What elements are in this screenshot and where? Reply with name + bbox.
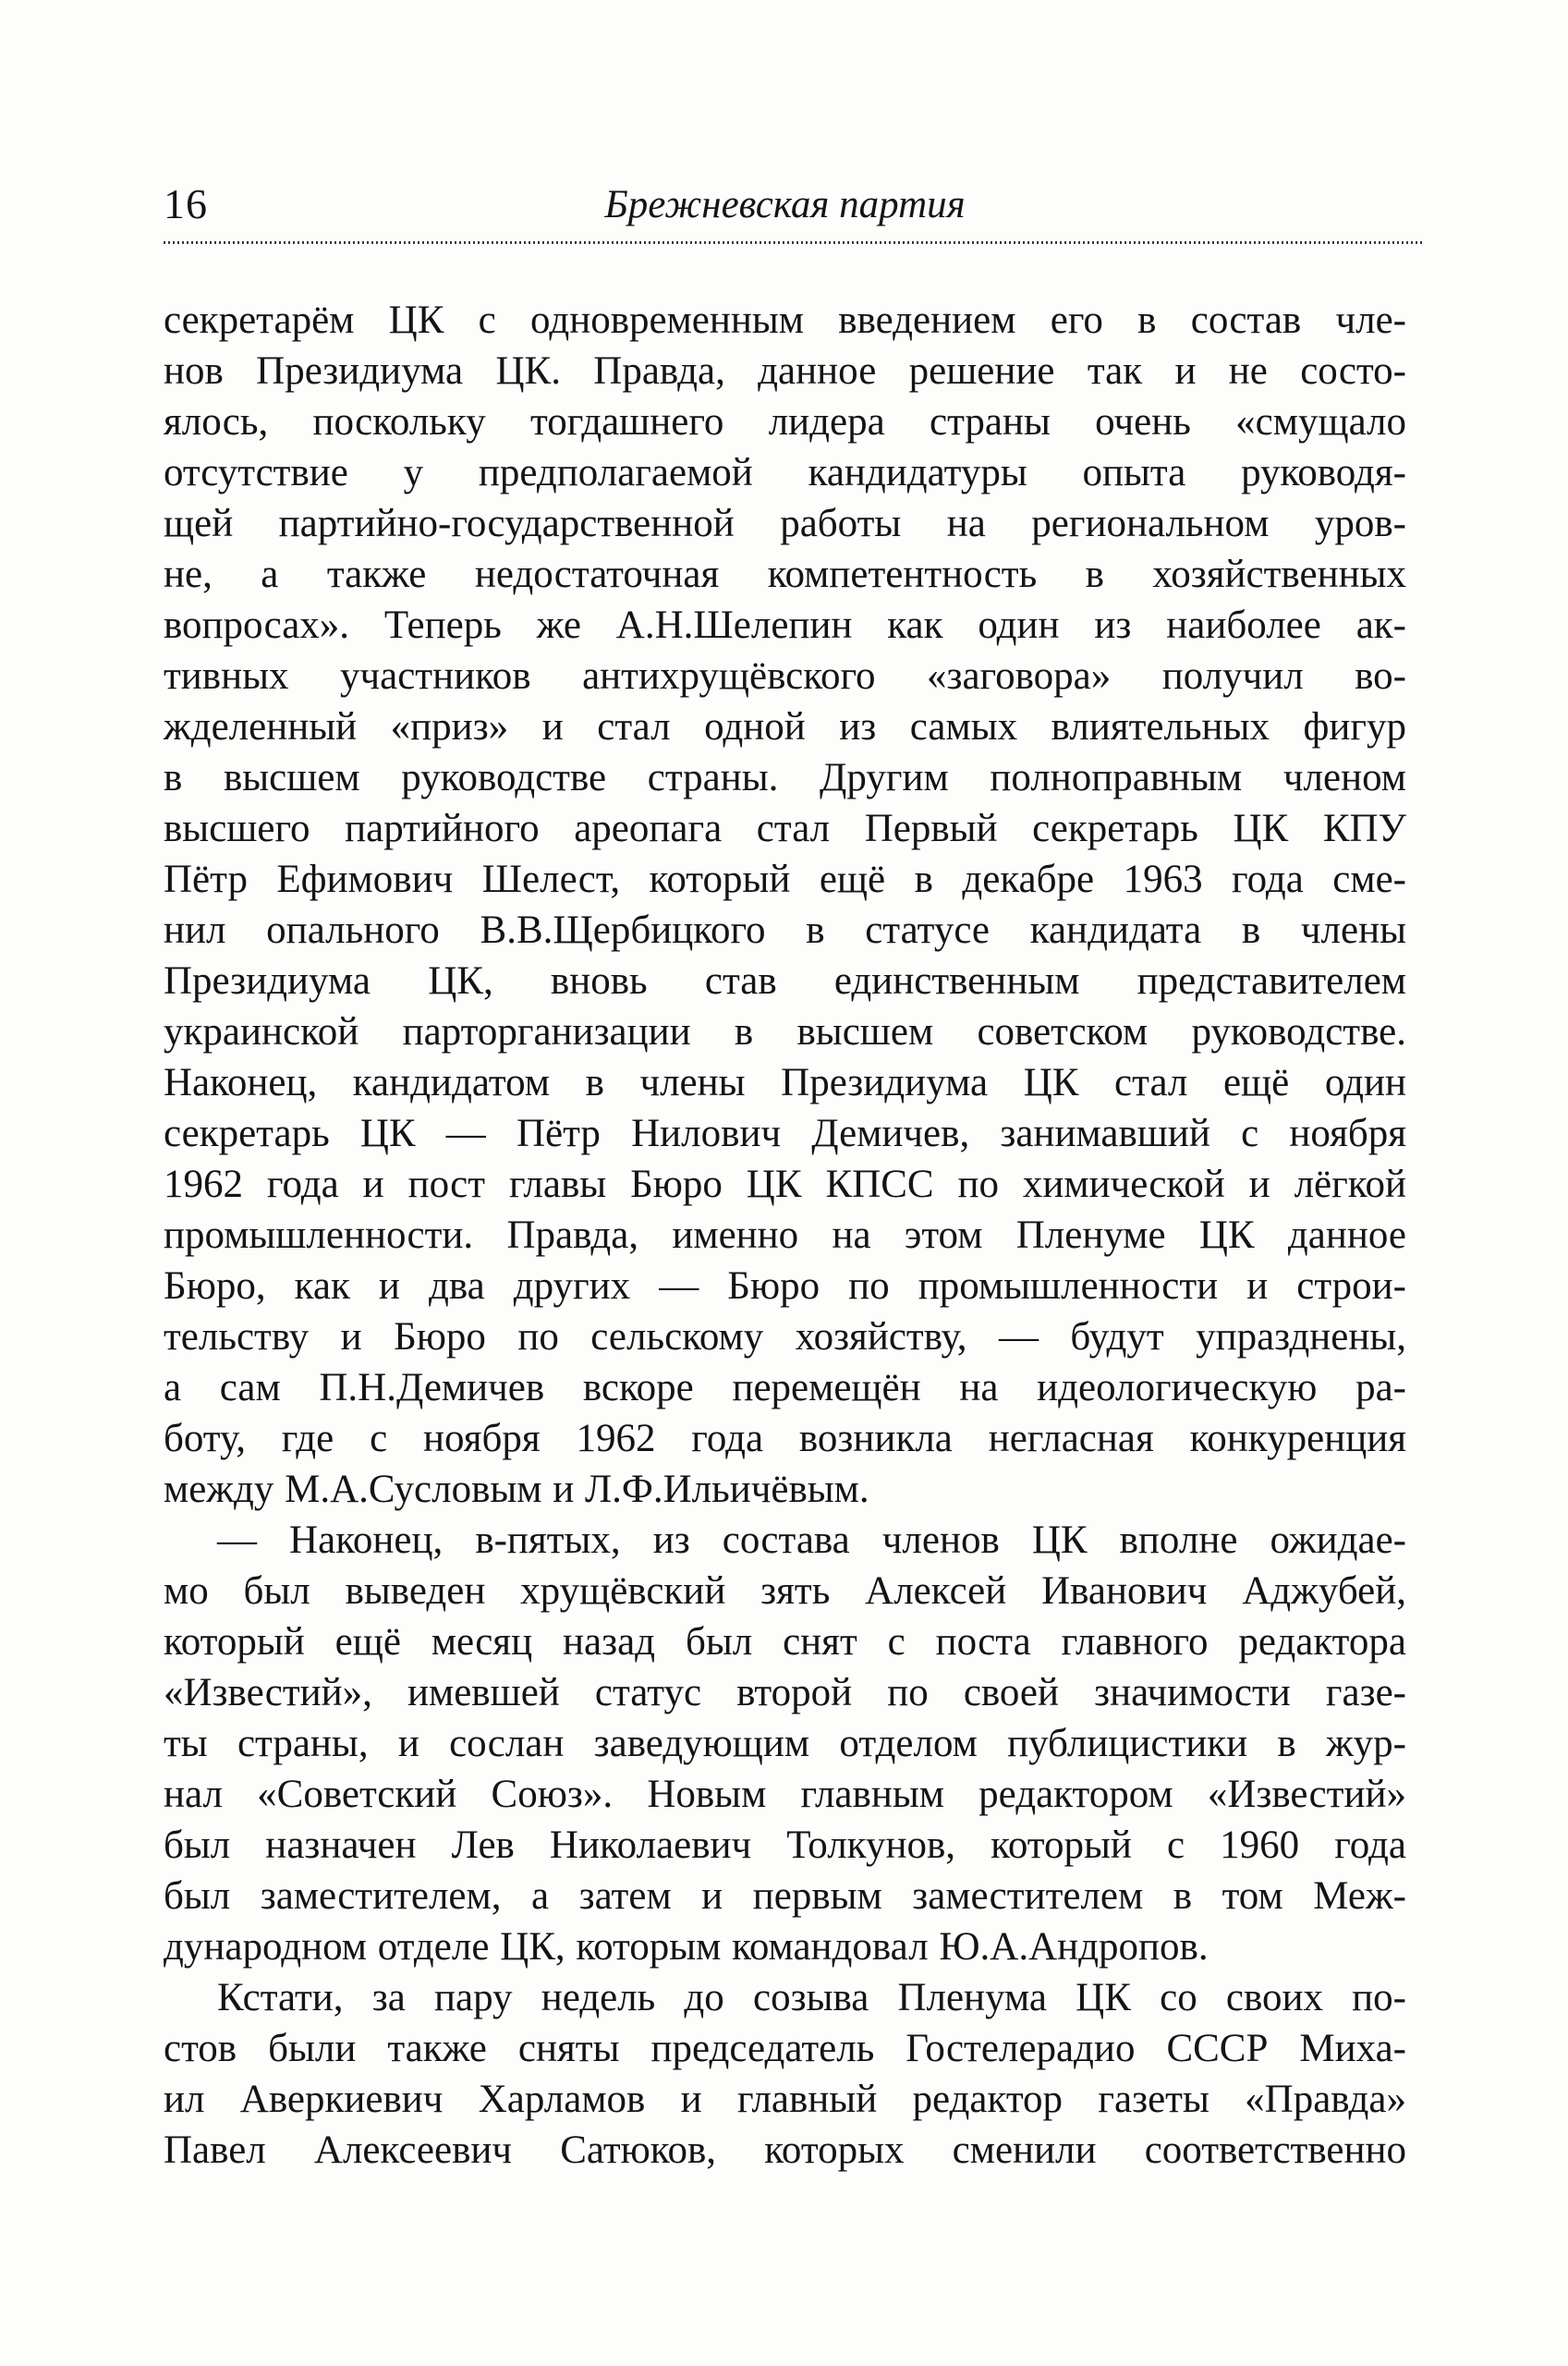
text-line: высшего партийного ареопага стал Первый секретарь ЦК КПУ — [164, 807, 1406, 850]
text-line: Кстати, за пару недель до созыва Пленума ЦК со своих по- — [217, 1976, 1406, 2019]
text-line: Президиума ЦК, вновь став единственным представителем — [164, 959, 1406, 1003]
text-line: нов Президиума ЦК. Правда, данное решение так и не состо- — [164, 349, 1406, 393]
text-line: тивных участников антихрущёвского «заговора» получил во- — [164, 654, 1406, 698]
text-line: ялось, поскольку тогдашнего лидера страны очень «смущало — [164, 400, 1406, 444]
text-line: 1962 года и пост главы Бюро ЦК КПСС по химической и лёгкой — [164, 1163, 1406, 1206]
text-line: не, а также недостаточная компетентность в хозяйственных — [164, 553, 1406, 596]
text-line: а сам П.Н.Демичев вскоре перемещён на идеологическую ра- — [164, 1366, 1406, 1409]
text-line: ты страны, и сослан заведующим отделом публицистики в жур- — [164, 1722, 1406, 1765]
text-line: мо был выведен хрущёвский зять Алексей Иванович Аджубей, — [164, 1569, 1406, 1613]
text-line: стов были также сняты председатель Гостелерадио СССР Миха- — [164, 2027, 1406, 2070]
text-line: между М.А.Сусловым и Л.Ф.Ильичёвым. — [164, 1468, 869, 1511]
text-line: нил опального В.В.Щербицкого в статусе кандидата в члены — [164, 909, 1406, 952]
text-line: Бюро, как и два других — Бюро по промышленности и строи- — [164, 1264, 1406, 1308]
text-line: тельству и Бюро по сельскому хозяйству, — будут упразднены, — [164, 1315, 1406, 1359]
text-line: Павел Алексеевич Сатюков, которых сменили соответственно — [164, 2128, 1406, 2172]
text-line: секретарём ЦК с одновременным введением его в состав чле- — [164, 299, 1406, 342]
page-body — [164, 295, 1406, 2176]
text-line: был назначен Лев Николаевич Толкунов, который с 1960 года — [164, 1823, 1406, 1867]
text-line: Наконец, кандидатом в члены Президиума ЦК стал ещё один — [164, 1061, 1406, 1104]
text-line: отсутствие у предполагаемой кандидатуры опыта руководя- — [164, 451, 1406, 494]
text-line: нал «Советский Союз». Новым главным редактором «Известий» — [164, 1773, 1406, 1816]
text-line: боту, где с ноября 1962 года возникла негласная конкуренция — [164, 1417, 1406, 1460]
text-line: щей партийно-государственной работы на региональном уров- — [164, 502, 1406, 545]
text-line: в высшем руководстве страны. Другим полноправным членом — [164, 756, 1406, 799]
text-line: ил Аверкиевич Харламов и главный редактор газеты «Правда» — [164, 2078, 1406, 2121]
text-line: секретарь ЦК — Пётр Нилович Демичев, занимавший с ноября — [164, 1112, 1406, 1155]
running-head: Брежневская партия — [604, 183, 966, 226]
text-line: жделенный «приз» и стал одной из самых влиятельных фигур — [164, 705, 1406, 749]
text-line: вопросах». Теперь же А.Н.Шелепин как один из наиболее ак- — [164, 604, 1406, 647]
text-line: — Наконец, в-пятых, из состава членов ЦК вполне ожидае- — [217, 1518, 1406, 1562]
page-number: 16 — [164, 180, 208, 227]
text-line: который ещё месяц назад был снят с поста главного редактора — [164, 1620, 1406, 1664]
text-line: Пётр Ефимович Шелест, который ещё в декабре 1963 года сме- — [164, 858, 1406, 901]
text-line: украинской парторганизации в высшем советском руководстве. — [164, 1010, 1406, 1054]
text-line: промышленности. Правда, именно на этом Пленуме ЦК данное — [164, 1213, 1406, 1257]
text-line: «Известий», имевшей статус второй по своей значимости газе- — [164, 1671, 1406, 1714]
text-line: был заместителем, а затем и первым заместителем в том Меж- — [164, 1874, 1406, 1918]
header-rule — [164, 241, 1423, 244]
text-line: дународном отделе ЦК, которым командовал Ю.А.Андропов. — [164, 1925, 1209, 1969]
page-header — [164, 181, 1406, 231]
